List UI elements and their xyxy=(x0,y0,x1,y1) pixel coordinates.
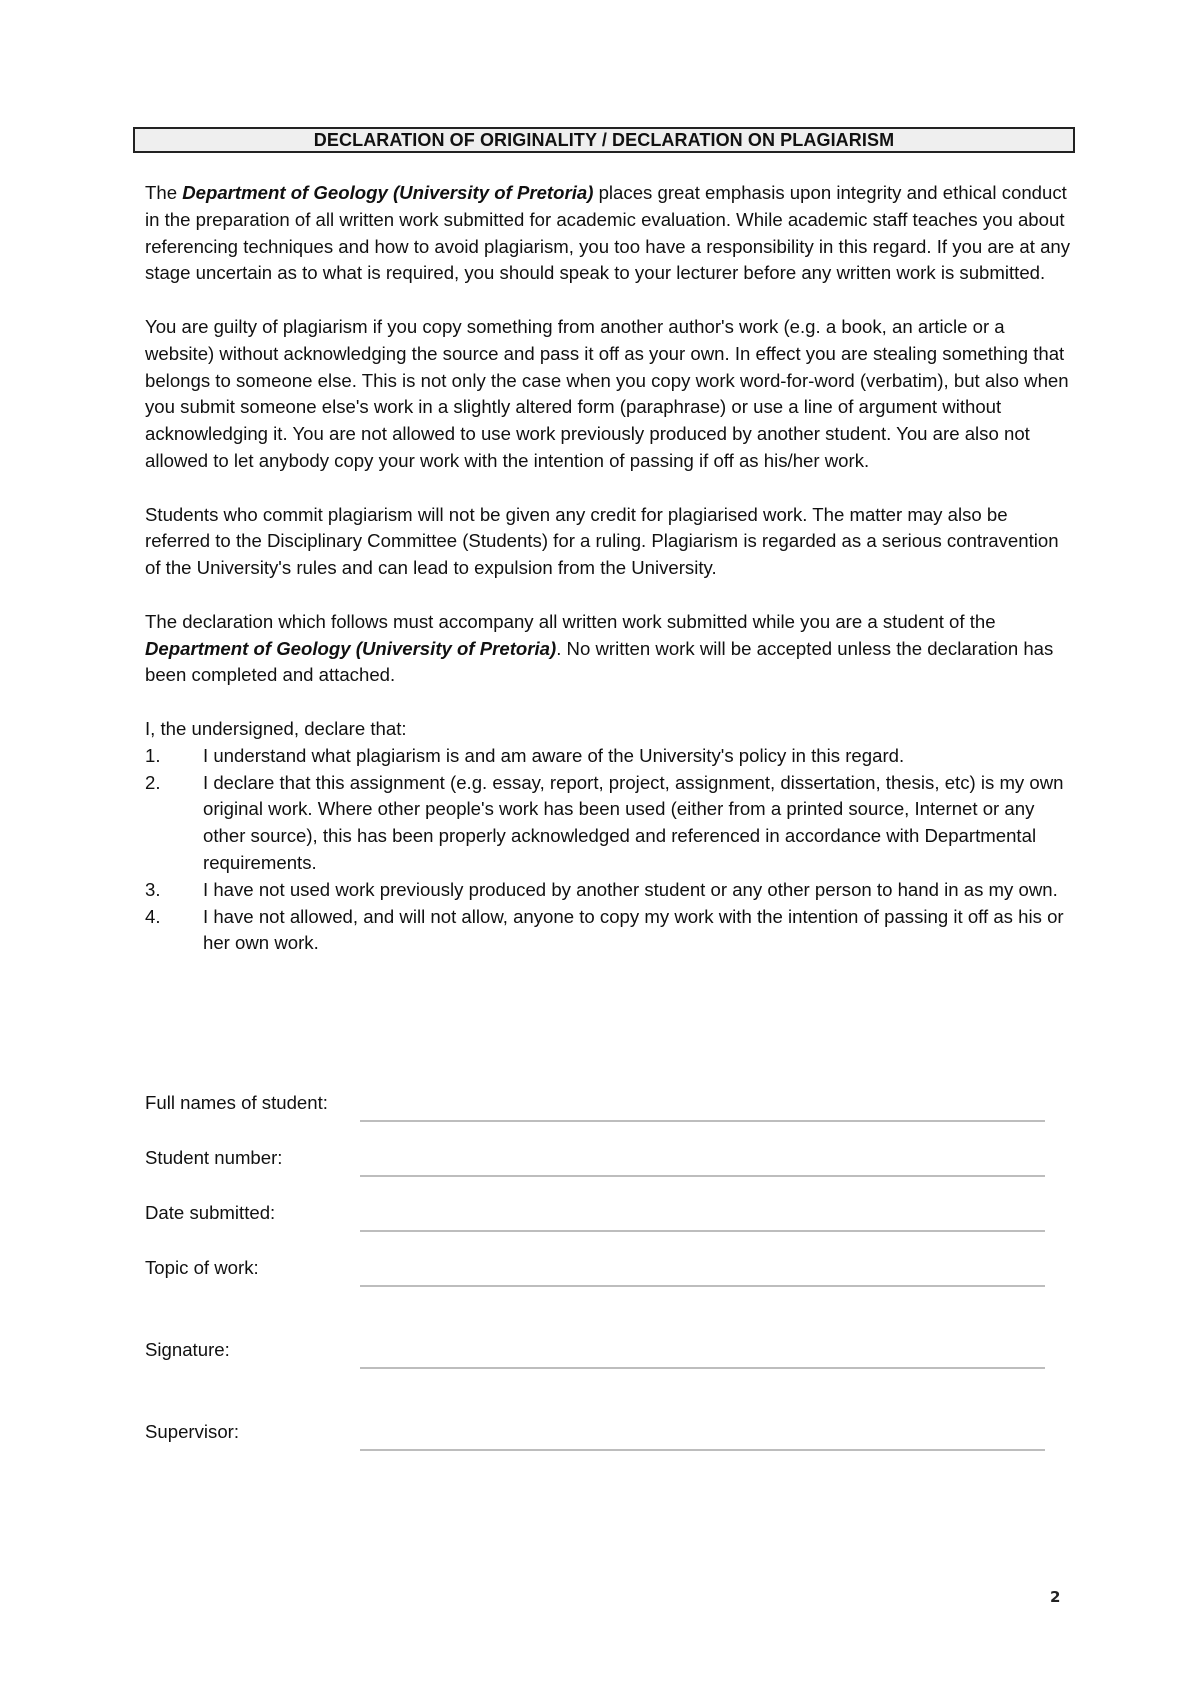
declaration-item xyxy=(145,743,1075,770)
topic-field xyxy=(145,1255,1045,1285)
declaration-intro: I, the undersigned, declare that: xyxy=(145,717,407,739)
declaration-item-text: I have not allowed, and will not allow, anyone to copy my work with the intention of passing it off as his or her own work. xyxy=(203,905,1064,954)
signature-label: Signature: xyxy=(145,1339,230,1360)
declaration-item xyxy=(145,904,1075,958)
full-names-line[interactable] xyxy=(360,1120,1045,1122)
declaration-body xyxy=(145,180,1075,957)
full-names-field xyxy=(145,1090,1045,1120)
declaration-item-number: 1. xyxy=(145,744,161,766)
declaration-title xyxy=(133,127,1075,153)
declaration-item-text: I have not used work previously produced by another student or any other person to hand in as my own. xyxy=(203,878,1058,900)
declaration-item-text: I understand what plagiarism is and am aware of the University's policy in this regard. xyxy=(203,744,905,766)
signature-line[interactable] xyxy=(360,1367,1045,1369)
date-submitted-label: Date submitted: xyxy=(145,1202,276,1223)
declaration-item-number: 2. xyxy=(145,771,161,793)
declaration-item xyxy=(145,770,1075,877)
topic-label: Topic of work: xyxy=(145,1257,259,1278)
department-name: Department of Geology (University of Pretoria) xyxy=(145,637,557,659)
declaration-title-text: DECLARATION OF ORIGINALITY / DECLARATION ON PLAGIARISM xyxy=(313,129,895,150)
declaration-list xyxy=(145,743,1075,957)
date-submitted-field xyxy=(145,1200,1045,1230)
paragraph-declaration-requirement xyxy=(145,609,1075,689)
paragraph-requirement-text: . No written work will be accepted unless the declaration has been completed and attached. xyxy=(145,637,1054,686)
declaration-item xyxy=(145,877,1075,904)
supervisor-label: Supervisor: xyxy=(145,1421,240,1442)
student-number-field xyxy=(145,1145,1045,1175)
student-number-line[interactable] xyxy=(360,1175,1045,1177)
paragraph-integrity-prefix: The xyxy=(145,182,183,203)
paragraph-integrity-text: places great emphasis upon integrity and ethical conduct in the preparation of all written work submitted for academic evaluation. While academic staff teaches you about referencing techniques and how to avoid plagiarism, you too have a responsibility in this regard. If you are at any stage uncertain as to what is required, you should speak to your lecturer before any written work is submitted. xyxy=(145,182,1071,284)
paragraph-requirement-prefix: The declaration which follows must accompany all written work submitted while you are a student of the xyxy=(145,610,996,632)
signature-field xyxy=(145,1337,1045,1367)
topic-line[interactable] xyxy=(360,1285,1045,1287)
paragraph-plagiarism-definition: You are guilty of plagiarism if you copy something from another author's work (e.g. a book, an article or a website) without acknowledging the source and pass it off as your own. In effect you are stealing something that belongs to someone else. This is not only the case when you copy work word-for-word (verbatim), but also when you submit someone else's work in a slightly altered form (paraphrase) or use a line of argument without acknowledging it. You are not allowed to use work previously produced by another student. You are also not allowed to let anybody copy your work with the intention of passing if off as his/her work. xyxy=(145,315,1069,471)
full-names-label: Full names of student: xyxy=(145,1092,328,1113)
page-number: 2 xyxy=(1050,1588,1061,1606)
declaration-item-number: 4. xyxy=(145,905,161,927)
date-submitted-line[interactable] xyxy=(360,1230,1045,1232)
paragraph-integrity xyxy=(145,180,1075,287)
paragraph-consequences: Students who commit plagiarism will not be given any credit for plagiarised work. The matter may also be referred to the Disciplinary Committee (Students) for a ruling. Plagiarism is regarded as a serious contravention of the University's rules and can lead to expulsion from the University. xyxy=(145,503,1059,579)
student-number-label: Student number: xyxy=(145,1147,283,1168)
supervisor-field xyxy=(145,1419,1045,1449)
department-name: Department of Geology (University of Pretoria) xyxy=(182,182,594,203)
declaration-item-number: 3. xyxy=(145,878,161,900)
declaration-item-text: I declare that this assignment (e.g. essay, report, project, assignment, dissertation, thesis, etc) is my own original work. Where other people's work has been used (either from a printed source, Internet or any other source), this has been properly acknowledged and referenced in accordance with Departmental requirements. xyxy=(203,771,1064,873)
supervisor-line[interactable] xyxy=(360,1449,1045,1451)
